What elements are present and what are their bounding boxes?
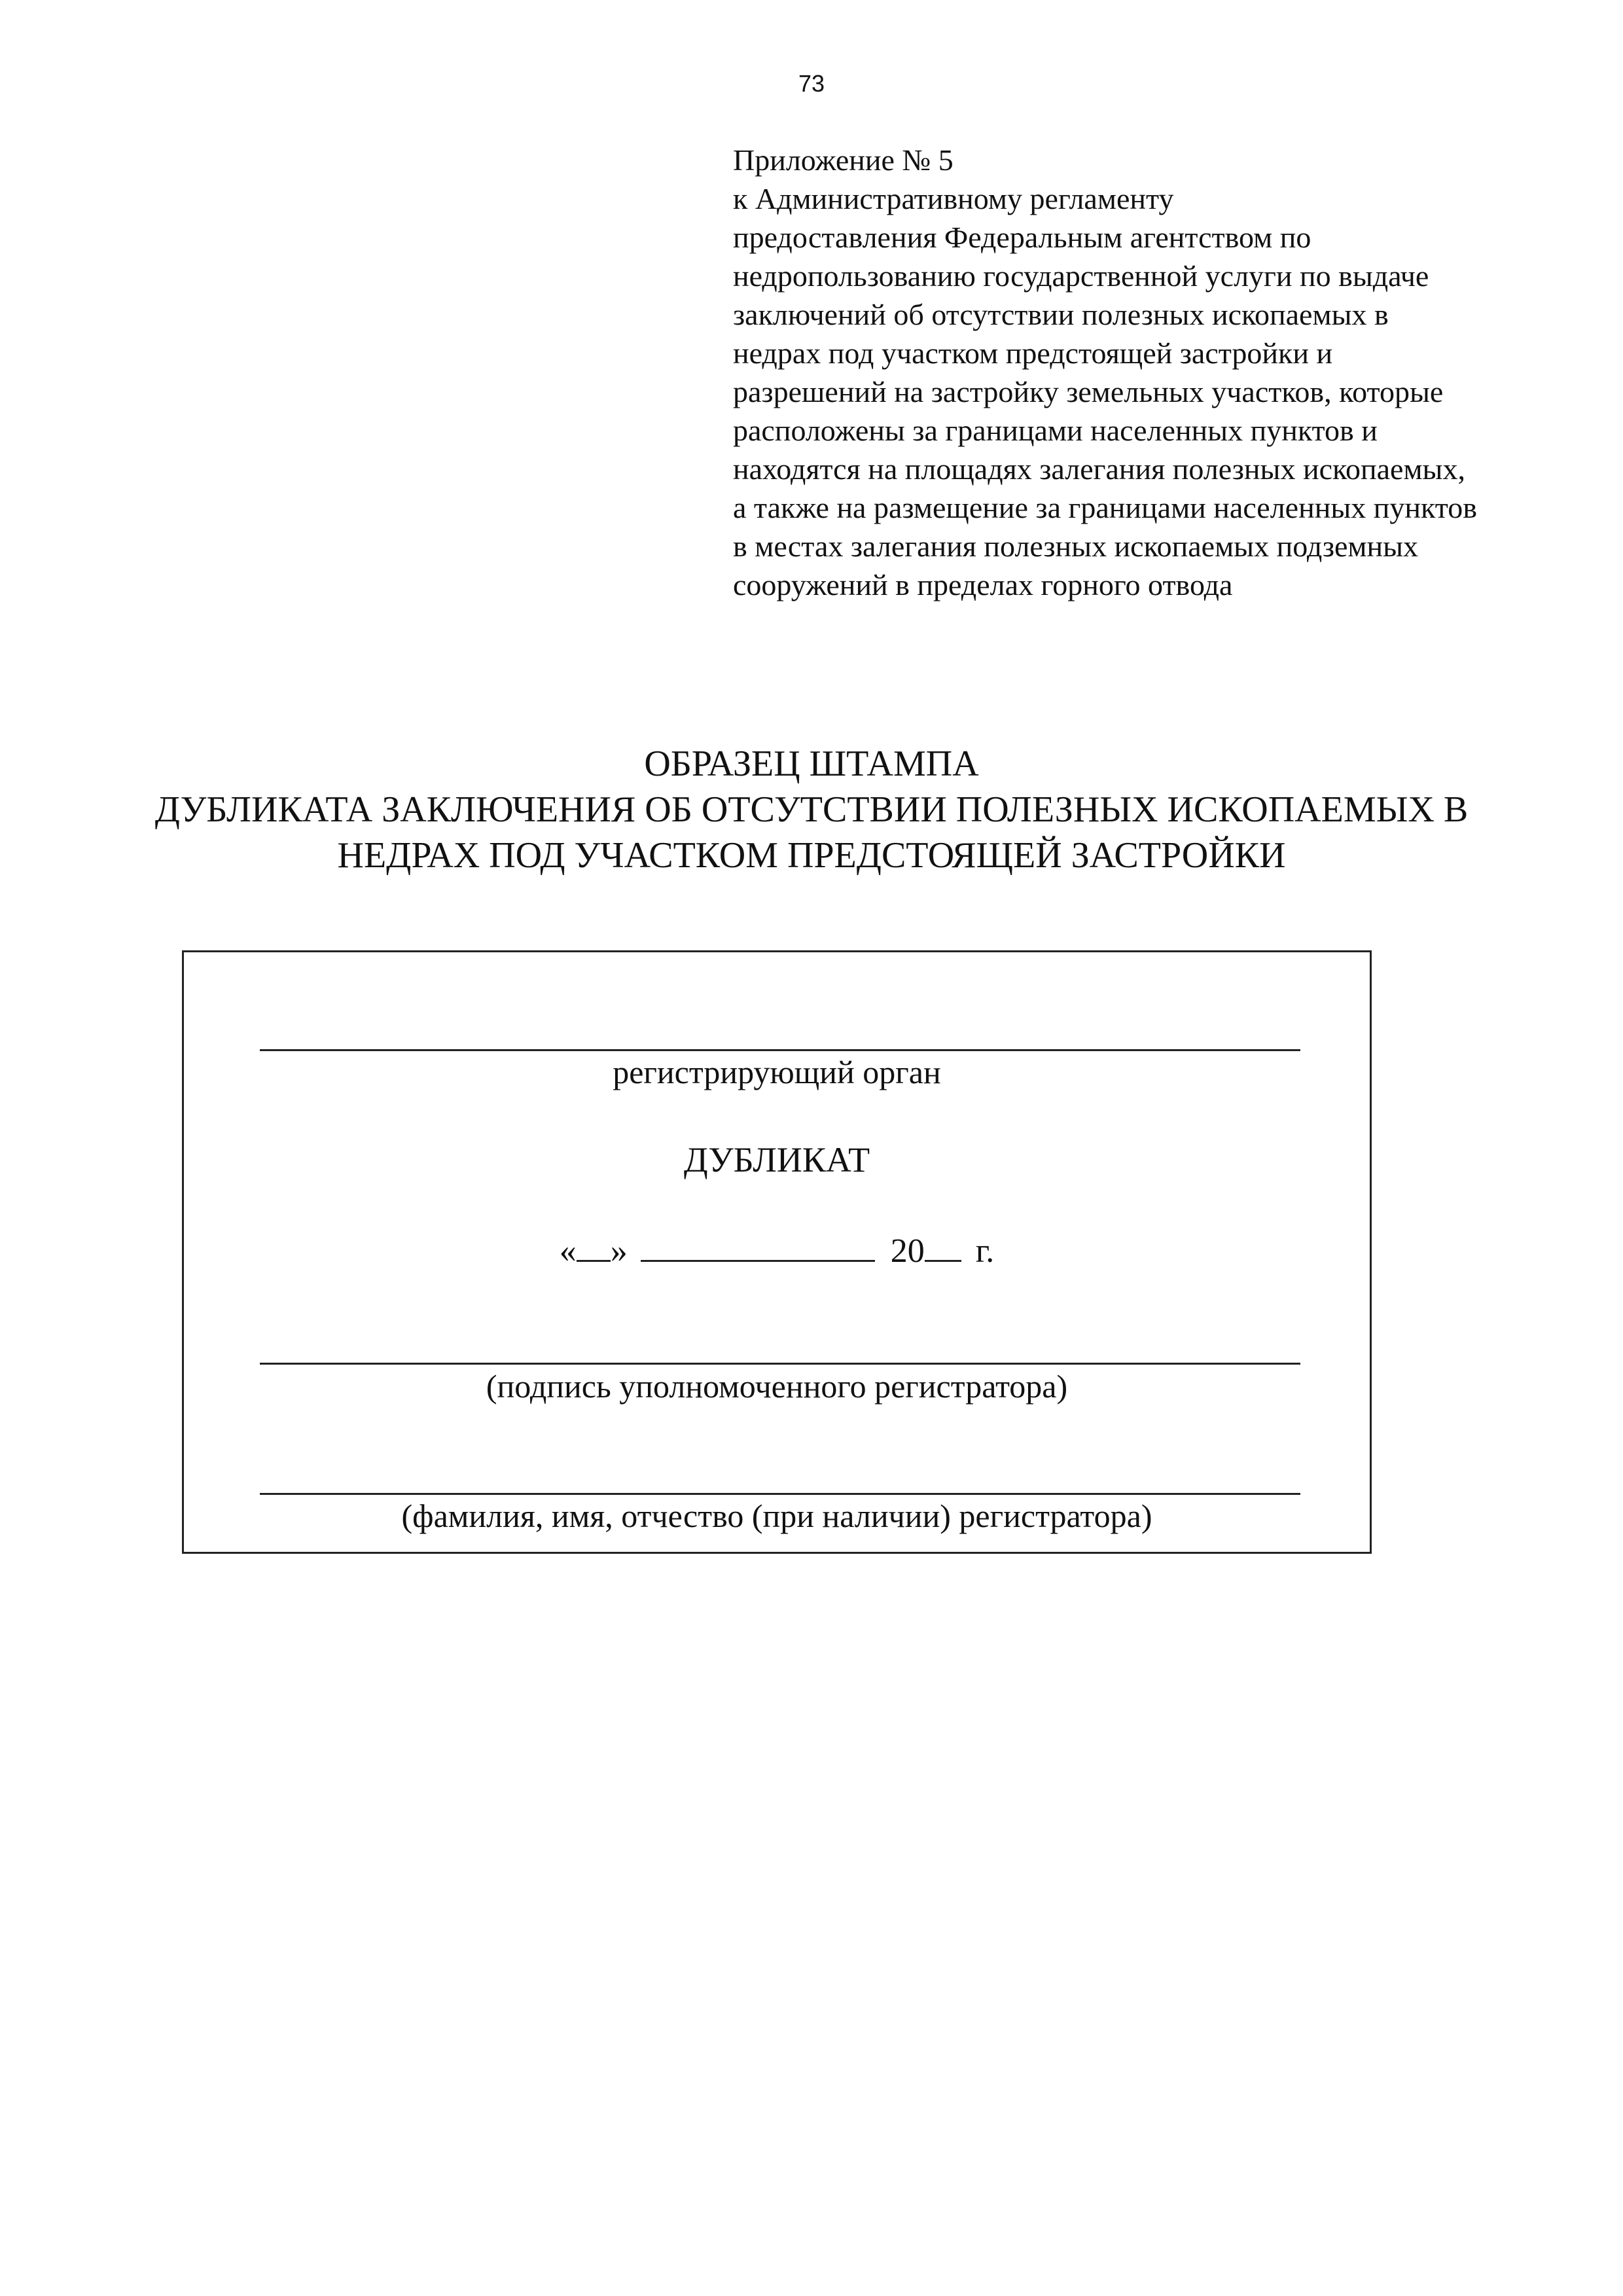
appendix-line: в местах залегания полезных ископаемых подземных (733, 529, 1419, 563)
appendix-line: разрешений на застройку земельных участков, которые (733, 375, 1444, 408)
title-line: ОБРАЗЕЦ ШТАМПА (644, 744, 979, 784)
day-blank (577, 1230, 611, 1262)
document-title (0, 741, 1623, 878)
duplicate-label: ДУБЛИКАТ (683, 1140, 870, 1179)
month-blank (641, 1230, 875, 1262)
date-row (184, 1230, 1370, 1272)
appendix-line: предоставления Федеральным агентством по (733, 221, 1311, 254)
year-suffix: г. (975, 1232, 995, 1270)
appendix-line: а также на размещение за границами населенных пунктов (733, 491, 1477, 524)
title-line: ДУБЛИКАТА ЗАКЛЮЧЕНИЯ ОБ ОТСУТСТВИИ ПОЛЕЗНЫХ ИСКОПАЕМЫХ В (154, 789, 1469, 830)
name-line (260, 1493, 1300, 1495)
year-blank (925, 1230, 961, 1262)
appendix-line: Приложение № 5 (733, 143, 954, 177)
appendix-line: расположены за границами населенных пунктов и (733, 414, 1378, 447)
date-open-quote: « (559, 1232, 577, 1270)
appendix-line: сооружений в пределах горного отвода (733, 568, 1233, 601)
appendix-line: недропользованию государственной услуги по выдаче (733, 259, 1429, 293)
stamp-sample-box (182, 950, 1372, 1554)
registering-body-caption: регистрирующий орган (613, 1054, 941, 1090)
appendix-header (733, 141, 1610, 604)
date-close-quote: » (610, 1232, 628, 1270)
appendix-line: находятся на площадях залегания полезных ископаемых, (733, 452, 1465, 486)
signature-line (260, 1363, 1300, 1365)
appendix-line: к Административному регламенту (733, 182, 1174, 215)
appendix-line: недрах под участком предстоящей застройки и (733, 336, 1333, 370)
name-caption: (фамилия, имя, отчество (при наличии) регистратора) (401, 1498, 1152, 1534)
title-line: НЕДРАХ ПОД УЧАСТКОМ ПРЕДСТОЯЩЕЙ ЗАСТРОЙКИ (337, 835, 1286, 876)
registering-body-line (260, 1049, 1300, 1051)
appendix-line: заключений об отсутствии полезных ископаемых в (733, 298, 1389, 331)
year-prefix: 20 (890, 1232, 925, 1270)
signature-caption: (подпись уполномоченного регистратора) (486, 1368, 1068, 1405)
page-number: 73 (798, 70, 825, 97)
